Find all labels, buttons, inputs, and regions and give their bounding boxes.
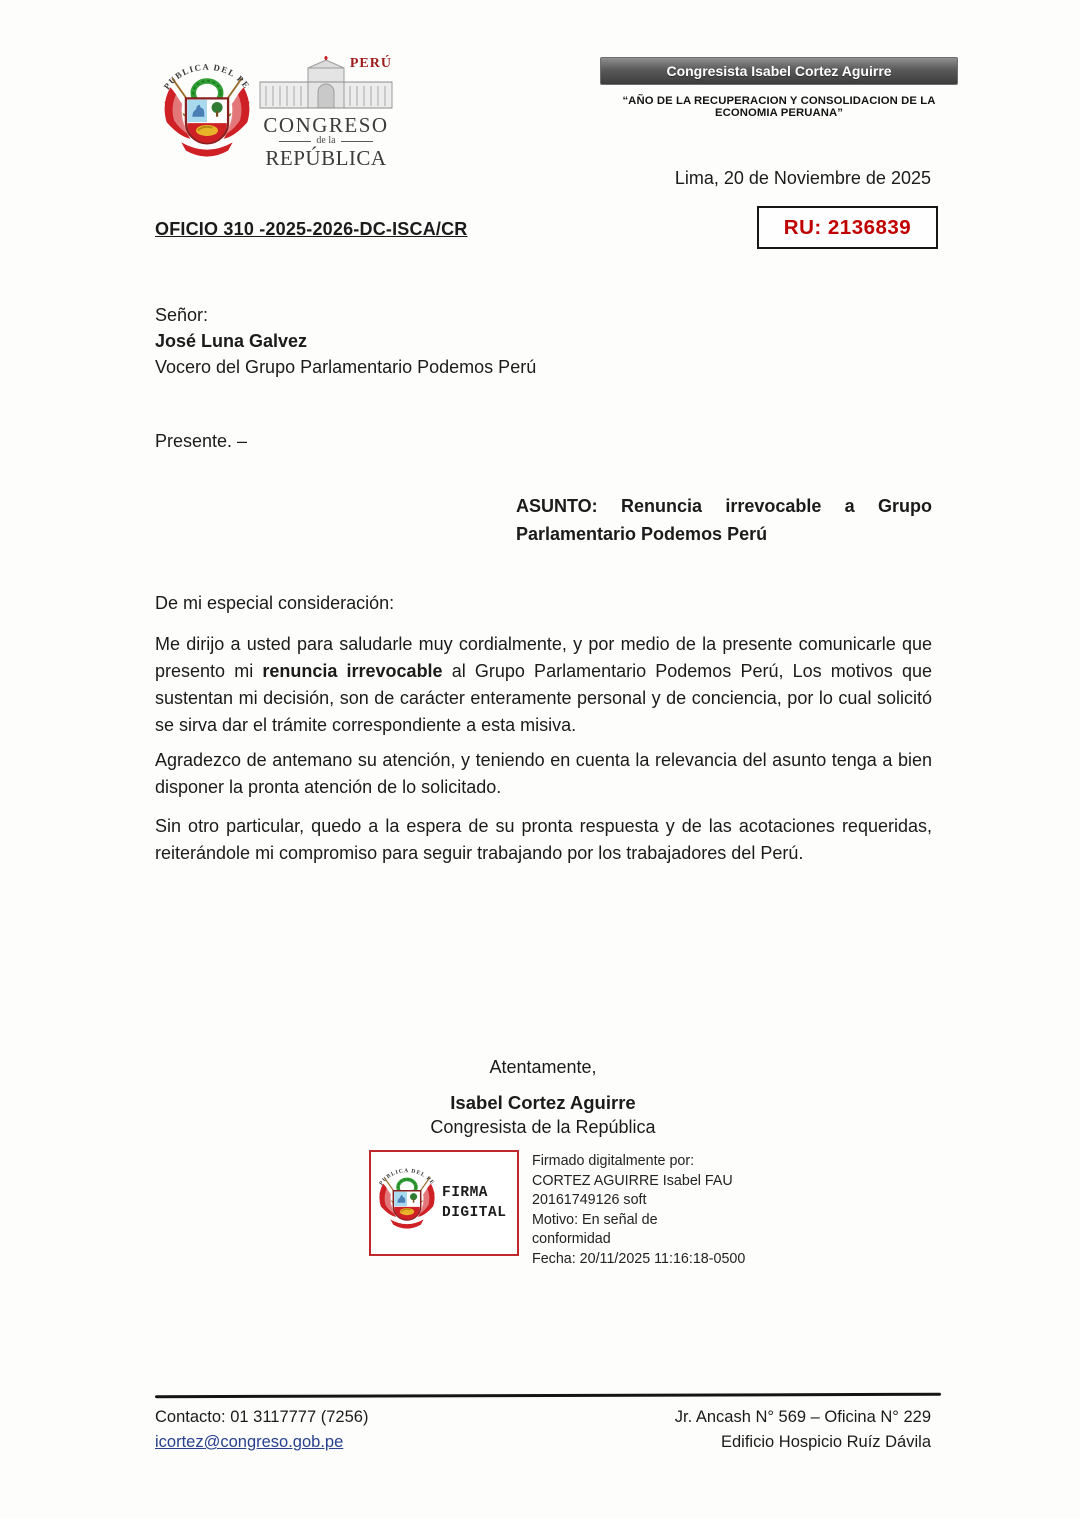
firma-digital-seal [369,1150,519,1256]
peru-word: PERÚ [349,56,392,71]
signature-detail-line: Motivo: En señal de [532,1211,658,1228]
recipient-block [155,302,932,380]
congress-logo [258,56,394,168]
divider [279,141,311,142]
signature-detail-line: Firmado digitalmente por: [532,1153,695,1169]
congress-wordmark-line2: de la [316,135,336,146]
signature-detail-line: 20161749126 soft [532,1192,647,1208]
ru-registry-badge: RU: 2136839 [757,206,938,249]
signature-detail-line: Fecha: 20/11/2025 11:16:18-0500 [532,1250,746,1267]
firma-label-line1: FIRMA [442,1185,489,1201]
recipient-role: Vocero del Grupo Parlamentario Podemos Perú [155,357,537,377]
digital-signature-stamp [369,1150,745,1269]
congress-building-icon [258,56,394,114]
paragraph-1-emphasis: renuncia irrevocable [262,661,443,681]
closing-line: Atentamente, [489,1057,597,1077]
signature-details [532,1150,745,1269]
congress-wordmark [258,114,394,170]
footer-divider [155,1393,941,1398]
greeting-line: De mi especial consideración: [155,593,395,613]
body-paragraph-1 [155,631,932,739]
signatory-title: Congresista de la República [430,1117,656,1137]
divider [341,141,373,142]
footer-address-line1: Jr. Ancash N° 569 – Oficina N° 229 [674,1408,931,1426]
body-paragraph-3: Sin otro particular, quedo a la espera de su pronta respuesta y de las acotaciones requeridas, reiterándole mi compromiso para seguir trabajando por los trabajadores del Perú. [155,816,932,863]
body-paragraph-2: Agradezco de antemano su atención, y teniendo en cuenta la relevancia del asunto tenga a bien disponer la pronta atención de lo solicitado. [155,750,932,797]
subject-block: ASUNTO: Renuncia irrevocable a Grupo Parlamentario Podemos Perú [516,496,932,544]
signature-detail-line: CORTEZ AGUIRRE Isabel FAU [532,1172,733,1189]
signature-detail-line: conformidad [532,1231,611,1247]
footer-contact: Contacto: 01 3117777 (7256) [155,1408,369,1426]
signatory-name: Isabel Cortez Aguirre [450,1092,636,1113]
year-motto: “AÑO DE LA RECUPERACION Y CONSOLIDACION DE LA ECONOMIA PERUANA” [622,95,936,119]
footer-address-line2: Edificio Hospicio Ruíz Dávila [721,1433,931,1451]
firma-digital-label [442,1183,506,1223]
footer-email-link[interactable]: icortez@congreso.gob.pe [155,1433,344,1451]
congresista-banner: Congresista Isabel Cortez Aguirre [600,57,958,85]
peru-coat-of-arms-icon [152,50,262,166]
congress-wordmark-line3: REPÚBLICA [265,146,387,170]
presente-line: Presente. – [155,431,248,451]
footer-address-block [155,1405,931,1455]
paragraph-1-text: al Grupo Parlamentario Podemos Perú, Los motivos que sustentan mi decisión, son de carácter enteramente personal y de conciencia, por lo cual solicitó se sirva dar el trámite correspondiente a esta misiva. [155,661,932,735]
oficio-number: OFICIO 310 -2025-2026-DC-ISCA/CR [155,219,468,239]
paragraph-1-text: Me dirijo a usted para saludarle muy cordialmente, y por medio de la presente comunicarle que presento mi [155,634,932,681]
recipient-salutation: Señor: [155,305,209,325]
congress-wordmark-line1: CONGRESO [263,113,389,137]
firma-label-line2: DIGITAL [442,1205,507,1221]
recipient-name: José Luna Galvez [155,331,308,351]
peru-coat-of-arms-icon [376,1158,438,1248]
date-line: Lima, 20 de Noviembre de 2025 [674,168,931,188]
